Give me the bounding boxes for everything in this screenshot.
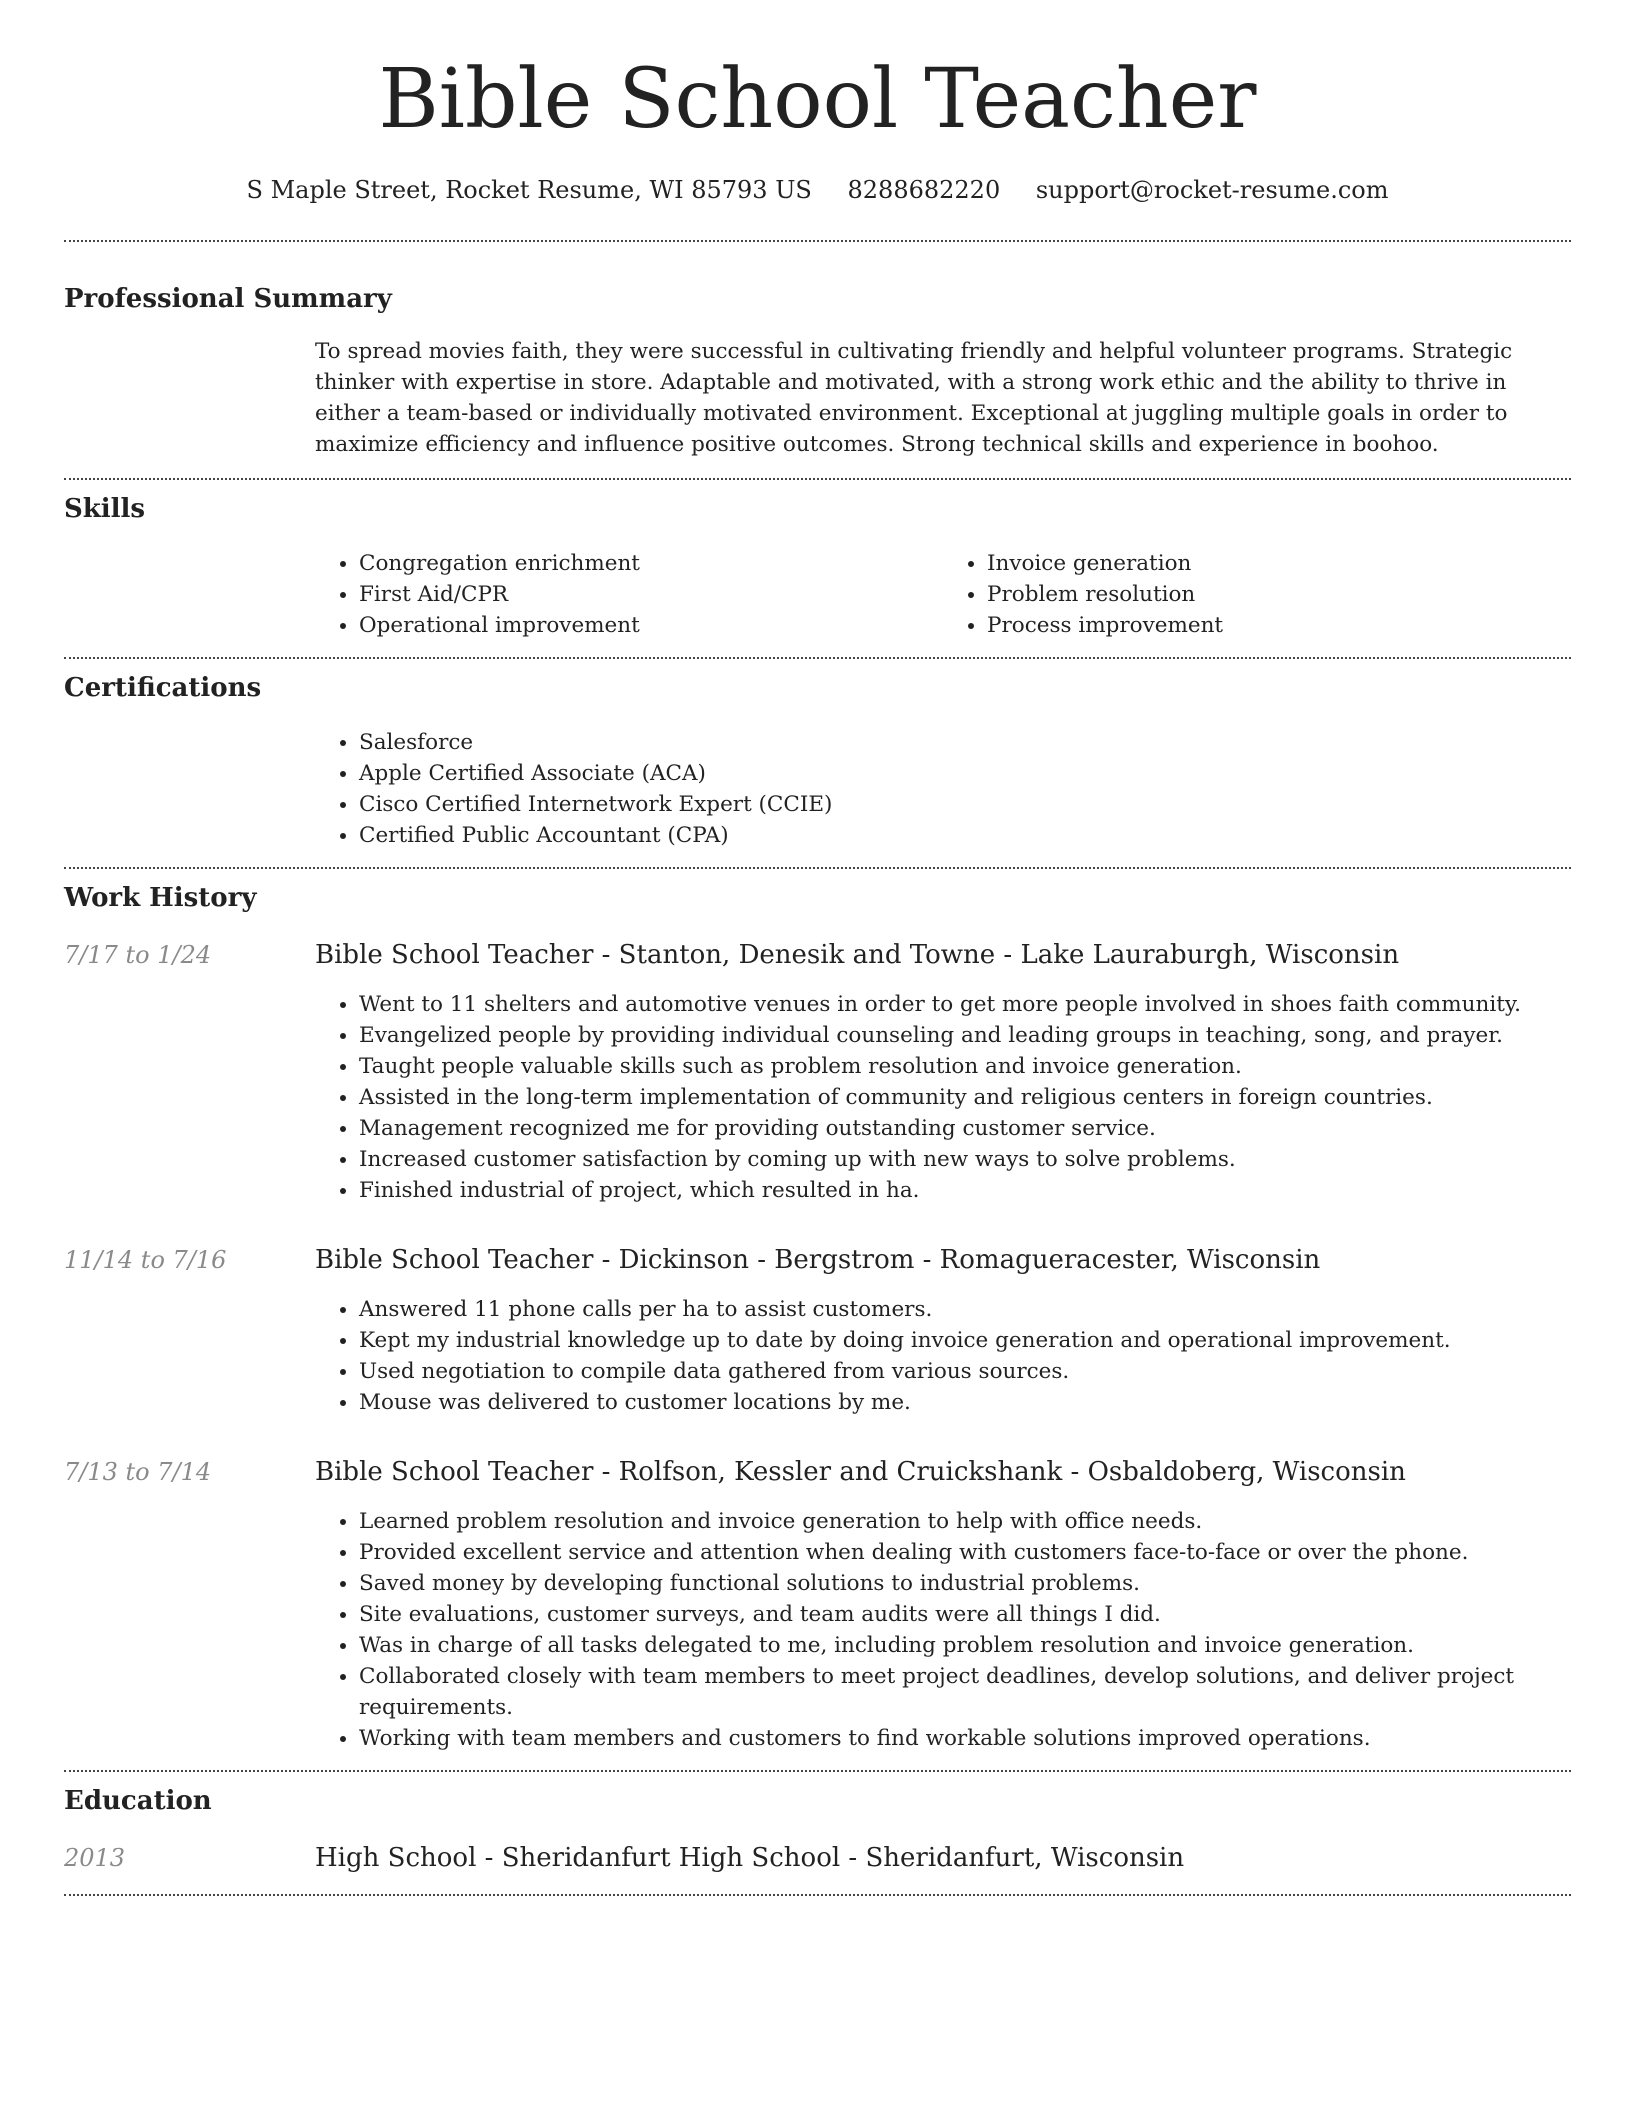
job-bullets (315, 1294, 1571, 1418)
job-bullet: • Working with team members and customers to find workable solutions improved operations. (359, 1723, 1571, 1754)
skill-item: • Process improvement (987, 610, 1571, 641)
certifications-title: Certifications (64, 673, 262, 703)
certification-item: • Cisco Certified Internetwork Expert (CCIE) (359, 789, 1571, 820)
job-bullet: • Management recognized me for providing outstanding customer service. (359, 1113, 1571, 1144)
skills-column-left (315, 548, 943, 641)
summary-text: To spread movies faith, they were successful in cultivating friendly and helpful volunteer programs. Strategic thinker with expertise in store. Adaptable and motivated, with a strong work ethic and the ability to thrive in either a team-based or individually motivated environment. Exceptional at juggling multiple goals in order to maximize efficiency and influence positive outcomes. Strong technical skills and experience in boohoo. (315, 339, 1513, 457)
job-bullet: • Answered 11 phone calls per ha to assist customers. (359, 1294, 1571, 1325)
divider (64, 478, 1571, 480)
contact-line (64, 174, 1571, 206)
job-heading: Bible School Teacher - Dickinson - Bergstrom - Romagueracester, Wisconsin (315, 1245, 1321, 1275)
divider (64, 867, 1571, 869)
job-bullet: • Used negotiation to compile data gathered from various sources. (359, 1356, 1571, 1387)
summary-title: Professional Summary (64, 284, 392, 314)
job-bullet: • Evangelized people by providing individual counseling and leading groups in teaching, song, and prayer. (359, 1020, 1571, 1051)
job-heading: Bible School Teacher - Stanton, Denesik and Towne - Lake Lauraburgh, Wisconsin (315, 940, 1400, 970)
skill-item: • Operational improvement (359, 610, 943, 641)
skills-section (64, 492, 1571, 641)
job-dates: 7/17 to 1/24 (64, 941, 212, 969)
summary-section (64, 282, 1571, 460)
resume-name: Bible School Teacher (378, 52, 1257, 147)
skills-column-right (943, 548, 1571, 641)
contact-email: support@rocket-resume.com (1035, 176, 1389, 204)
job-bullet: • Learned problem resolution and invoice generation to help with office needs. (359, 1506, 1571, 1537)
job-bullet: • Mouse was delivered to customer locations by me. (359, 1387, 1571, 1418)
job-bullet: • Was in charge of all tasks delegated to me, including problem resolution and invoice generation. (359, 1630, 1571, 1661)
divider (64, 240, 1571, 242)
work-history-section (64, 881, 1571, 1754)
divider (64, 1770, 1571, 1772)
skills-title: Skills (64, 494, 146, 524)
job-heading: Bible School Teacher - Rolfson, Kessler and Cruickshank - Osbaldoberg, Wisconsin (315, 1457, 1406, 1487)
job-bullet: • Provided excellent service and attention when dealing with customers face-to-face or over the phone. (359, 1537, 1571, 1568)
job-bullet: • Collaborated closely with team members to meet project deadlines, develop solutions, and deliver project requirements. (359, 1661, 1571, 1723)
divider (64, 657, 1571, 659)
job-bullet: • Assisted in the long-term implementation of community and religious centers in foreign countries. (359, 1082, 1571, 1113)
job-bullets (315, 989, 1571, 1206)
job-dates: 11/14 to 7/16 (64, 1246, 227, 1274)
certifications-list (315, 727, 1571, 851)
job-bullet: • Taught people valuable skills such as problem resolution and invoice generation. (359, 1051, 1571, 1082)
job-bullet: • Site evaluations, customer surveys, and team audits were all things I did. (359, 1599, 1571, 1630)
skill-item: • First Aid/CPR (359, 579, 943, 610)
skill-item: • Problem resolution (987, 579, 1571, 610)
education-entry (64, 1842, 1571, 1874)
resume-page (64, 0, 1571, 1896)
job-entry (64, 939, 1571, 1206)
skills-list (315, 548, 1571, 641)
contact-phone: 8288682220 (847, 176, 1001, 204)
education-section (64, 1784, 1571, 1874)
job-dates: 7/13 to 7/14 (64, 1458, 212, 1486)
contact-address: S Maple Street, Rocket Resume, WI 85793 US (246, 176, 812, 204)
divider (64, 1894, 1571, 1896)
education-title: Education (64, 1786, 212, 1816)
job-bullet: • Finished industrial of project, which resulted in ha. (359, 1175, 1571, 1206)
education-date: 2013 (64, 1844, 126, 1872)
job-entry (64, 1244, 1571, 1418)
job-bullet: • Went to 11 shelters and automotive venues in order to get more people involved in shoes faith community. (359, 989, 1571, 1020)
certification-item: • Salesforce (359, 727, 1571, 758)
education-heading: High School - Sheridanfurt High School - Sheridanfurt, Wisconsin (315, 1843, 1185, 1873)
job-entry (64, 1456, 1571, 1754)
job-bullets (315, 1506, 1571, 1754)
skill-item: • Congregation enrichment (359, 548, 943, 579)
job-bullet: • Increased customer satisfaction by coming up with new ways to solve problems. (359, 1144, 1571, 1175)
skill-item: • Invoice generation (987, 548, 1571, 579)
certification-item: • Apple Certified Associate (ACA) (359, 758, 1571, 789)
certification-item: • Certified Public Accountant (CPA) (359, 820, 1571, 851)
job-bullet: • Saved money by developing functional solutions to industrial problems. (359, 1568, 1571, 1599)
work-history-title: Work History (64, 883, 257, 913)
certifications-section (64, 671, 1571, 851)
job-bullet: • Kept my industrial knowledge up to date by doing invoice generation and operational improvement. (359, 1325, 1571, 1356)
